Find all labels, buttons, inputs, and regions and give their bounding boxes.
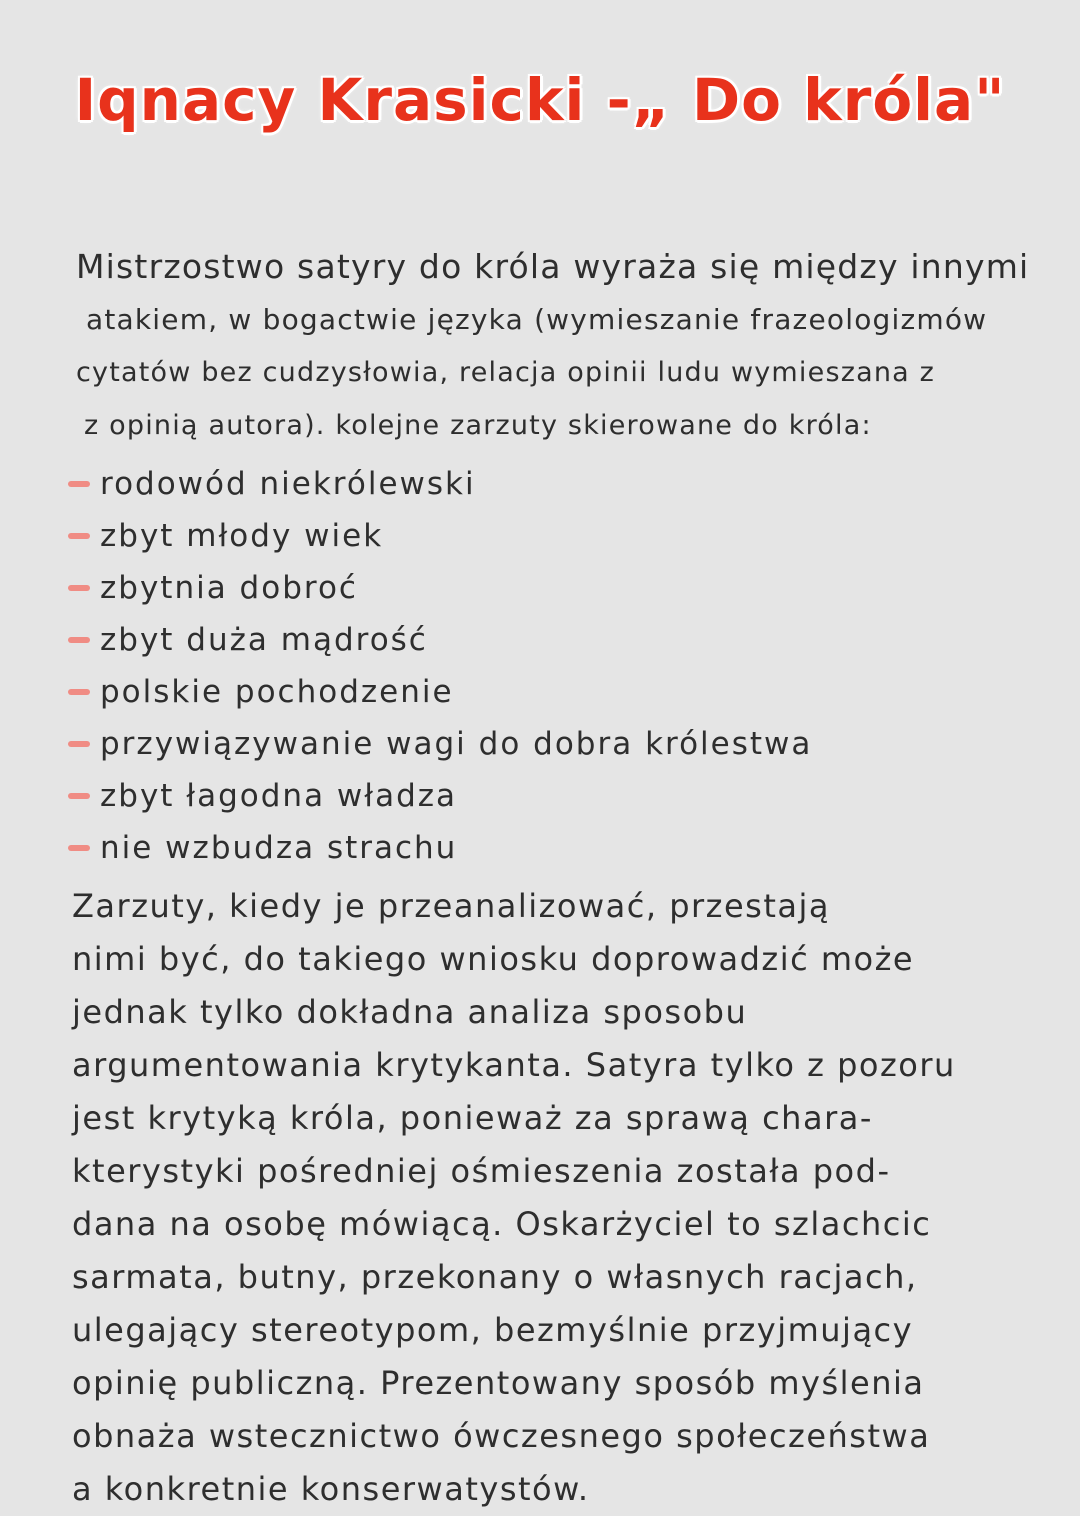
intro-line: cytatów bez cudzysłowia, relacja opinii ludu wymieszana z — [76, 357, 936, 388]
list-item — [68, 718, 1028, 770]
list-item-text: nie wzbudza strachu — [100, 830, 458, 866]
analysis-line: nimi być, do takiego wniosku doprowadzić może — [72, 940, 915, 978]
list-item — [68, 614, 1028, 666]
analysis-line: sarmata, butny, przekonany o własnych racjach, — [72, 1258, 918, 1296]
analysis-line: ulegający stereotypom, bezmyślnie przyjmujący — [72, 1311, 914, 1349]
list-item-text: zbyt młody wiek — [100, 518, 384, 554]
list-item — [68, 510, 1028, 562]
analysis-line: jednak tylko dokładna analiza sposobu — [72, 993, 748, 1031]
dash-bullet-icon — [68, 481, 90, 487]
list-item-text: zbyt duża mądrość — [100, 622, 428, 658]
analysis-line: a konkretnie konserwatystów. — [72, 1470, 590, 1508]
analysis-line: dana na osobę mówiącą. Oskarżyciel to szlachcic — [72, 1205, 932, 1243]
list-item-text: przywiązywanie wagi do dobra królestwa — [100, 726, 813, 762]
list-item — [68, 770, 1028, 822]
list-item — [68, 822, 1028, 874]
intro-paragraph — [76, 240, 1056, 452]
analysis-line: argumentowania krytykanta. Satyra tylko z pozoru — [72, 1046, 956, 1084]
dash-bullet-icon — [68, 689, 90, 695]
dash-bullet-icon — [68, 637, 90, 643]
analysis-line: obnaża wstecznictwo ówczesnego społeczeństwa — [72, 1417, 931, 1455]
list-item-text: rodowód niekrólewski — [100, 466, 476, 502]
list-item — [68, 666, 1028, 718]
dash-bullet-icon — [68, 845, 90, 851]
list-item — [68, 562, 1028, 614]
analysis-line: opinię publiczną. Prezentowany sposób myślenia — [72, 1364, 925, 1402]
dash-bullet-icon — [68, 585, 90, 591]
dash-bullet-icon — [68, 793, 90, 799]
list-item-text: zbyt łagodna władza — [100, 778, 458, 814]
dash-bullet-icon — [68, 533, 90, 539]
list-item-text: polskie pochodzenie — [100, 674, 454, 710]
charges-list — [68, 458, 1028, 874]
intro-line: atakiem, w bogactwie języka (wymieszanie frazeologizmów — [86, 303, 988, 336]
intro-line: z opinią autora). kolejne zarzuty skierowane do króla: — [84, 410, 872, 441]
list-item — [68, 458, 1028, 510]
page-title: Iqnacy Krasicki -„ Do króla" — [74, 66, 1006, 134]
analysis-line: jest krytyką króla, ponieważ za sprawą chara- — [72, 1099, 873, 1137]
analysis-line: Zarzuty, kiedy je przeanalizować, przestają — [72, 887, 830, 925]
list-item-text: zbytnia dobroć — [100, 570, 358, 606]
analysis-paragraph — [72, 880, 1062, 1516]
dash-bullet-icon — [68, 741, 90, 747]
intro-line: Mistrzostwo satyry do króla wyraża się między innymi — [76, 247, 1030, 286]
analysis-line: kterystyki pośredniej ośmieszenia została pod- — [72, 1152, 891, 1190]
